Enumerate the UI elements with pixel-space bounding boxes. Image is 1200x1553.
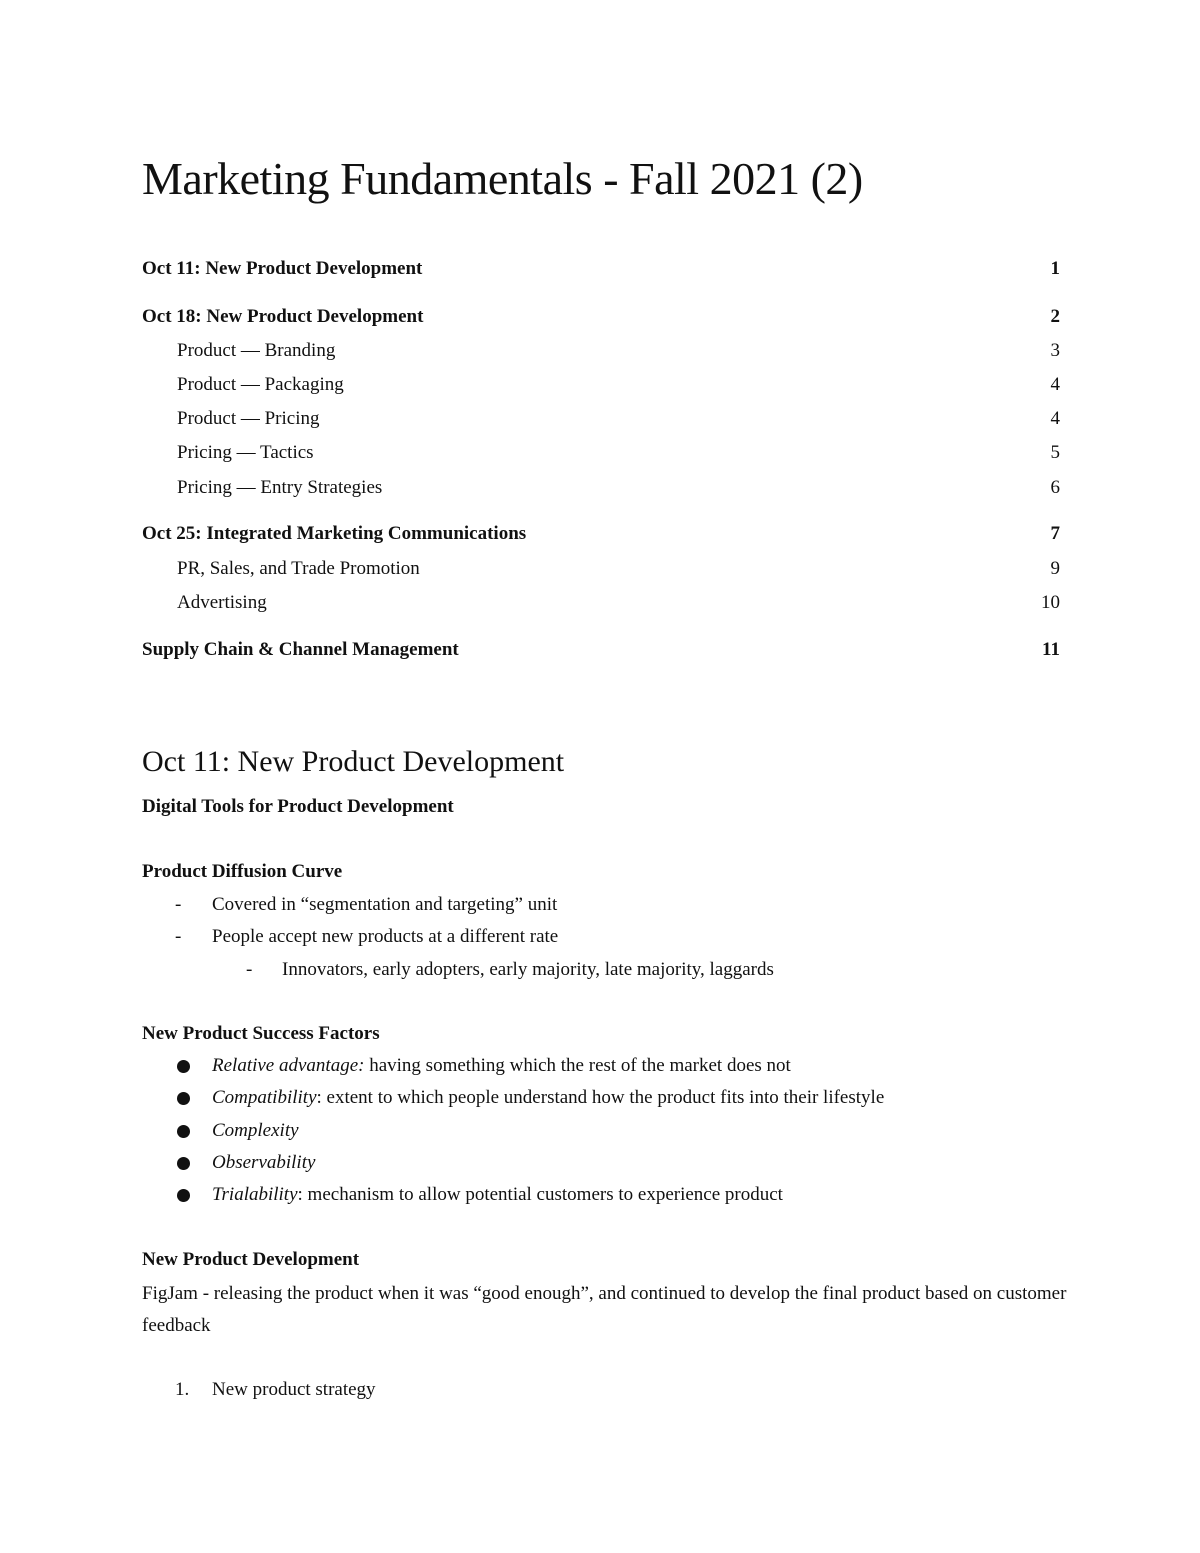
bullet-icon: [177, 1060, 190, 1073]
toc-page-number: 4: [1050, 374, 1060, 395]
toc-entry-label: Pricing — Tactics: [177, 442, 314, 463]
term: Complexity: [212, 1120, 299, 1141]
list-item-text: Innovators, early adopters, early majority, late majority, laggards: [282, 959, 774, 980]
dash-marker: -: [175, 926, 182, 947]
toc-entry-label: Advertising: [177, 592, 267, 613]
toc-entry[interactable]: [142, 635, 1060, 665]
toc-subentry[interactable]: [177, 336, 1060, 366]
toc-entry-label: Oct 18: New Product Development: [142, 306, 424, 327]
toc-entry-label: Product — Branding: [177, 340, 336, 361]
toc-subentry[interactable]: [177, 370, 1060, 400]
subheading-digital-tools: Digital Tools for Product Development: [142, 796, 454, 817]
toc-page-number: 3: [1050, 340, 1060, 361]
term-description: : mechanism to allow potential customers to experience product: [297, 1184, 783, 1205]
bullet-icon: [177, 1125, 190, 1138]
dash-marker: -: [175, 894, 182, 915]
toc-page-number: 1: [1050, 258, 1060, 279]
toc-entry-label: Oct 11: New Product Development: [142, 258, 423, 279]
toc-entry[interactable]: [142, 519, 1060, 549]
term: Trialability: [212, 1184, 298, 1205]
toc-page-number: 10: [1041, 592, 1060, 613]
toc-entry[interactable]: [142, 254, 1060, 284]
toc-page-number: 4: [1050, 408, 1060, 429]
toc-entry-label: Product — Pricing: [177, 408, 320, 429]
term: Compatibility: [212, 1087, 317, 1108]
list-item-text: Covered in “segmentation and targeting” unit: [212, 894, 558, 915]
bullet-icon: [177, 1092, 190, 1105]
section-heading: Oct 11: New Product Development: [142, 745, 565, 778]
toc-subentry[interactable]: [177, 438, 1060, 468]
toc-page-number: 5: [1050, 442, 1060, 463]
term-description: having something which the rest of the market does not: [364, 1055, 791, 1076]
term: Observability: [212, 1152, 316, 1173]
list-item-text: People accept new products at a different rate: [212, 926, 559, 947]
toc-subentry[interactable]: [177, 554, 1060, 584]
toc-subentry[interactable]: [177, 588, 1060, 618]
subheading-success-factors: New Product Success Factors: [142, 1023, 380, 1044]
toc-entry-label: Product — Packaging: [177, 374, 344, 395]
list-number: 1.: [175, 1379, 190, 1400]
term-description: : extent to which people understand how the product fits into their lifestyle: [316, 1087, 885, 1108]
bullet-icon: [177, 1189, 190, 1202]
toc-entry-label: Oct 25: Integrated Marketing Communications: [142, 523, 527, 544]
bullet-icon: [177, 1157, 190, 1170]
toc-page-number: 6: [1050, 477, 1060, 498]
dash-marker: -: [246, 959, 253, 980]
document-title: Marketing Fundamentals - Fall 2021 (2): [142, 153, 863, 204]
subheading-diffusion-curve: Product Diffusion Curve: [142, 861, 343, 882]
toc-entry[interactable]: [142, 302, 1060, 332]
toc-page-number: 9: [1050, 558, 1060, 579]
toc-page-number: 7: [1050, 523, 1060, 544]
toc-page-number: 2: [1050, 306, 1060, 327]
term: Relative advantage:: [212, 1055, 365, 1076]
toc-subentry[interactable]: [177, 473, 1060, 503]
paragraph: FigJam - releasing the product when it was “good enough”, and continued to develop the final product based on customer feedback: [142, 1283, 1067, 1336]
toc-subentry[interactable]: [177, 404, 1060, 434]
list-item-text: New product strategy: [212, 1379, 376, 1400]
subheading-new-product-development: New Product Development: [142, 1249, 360, 1270]
toc-entry-label: Supply Chain & Channel Management: [142, 639, 459, 660]
toc-entry-label: Pricing — Entry Strategies: [177, 477, 383, 498]
toc-page-number: 11: [1042, 639, 1060, 660]
toc-entry-label: PR, Sales, and Trade Promotion: [177, 558, 420, 579]
